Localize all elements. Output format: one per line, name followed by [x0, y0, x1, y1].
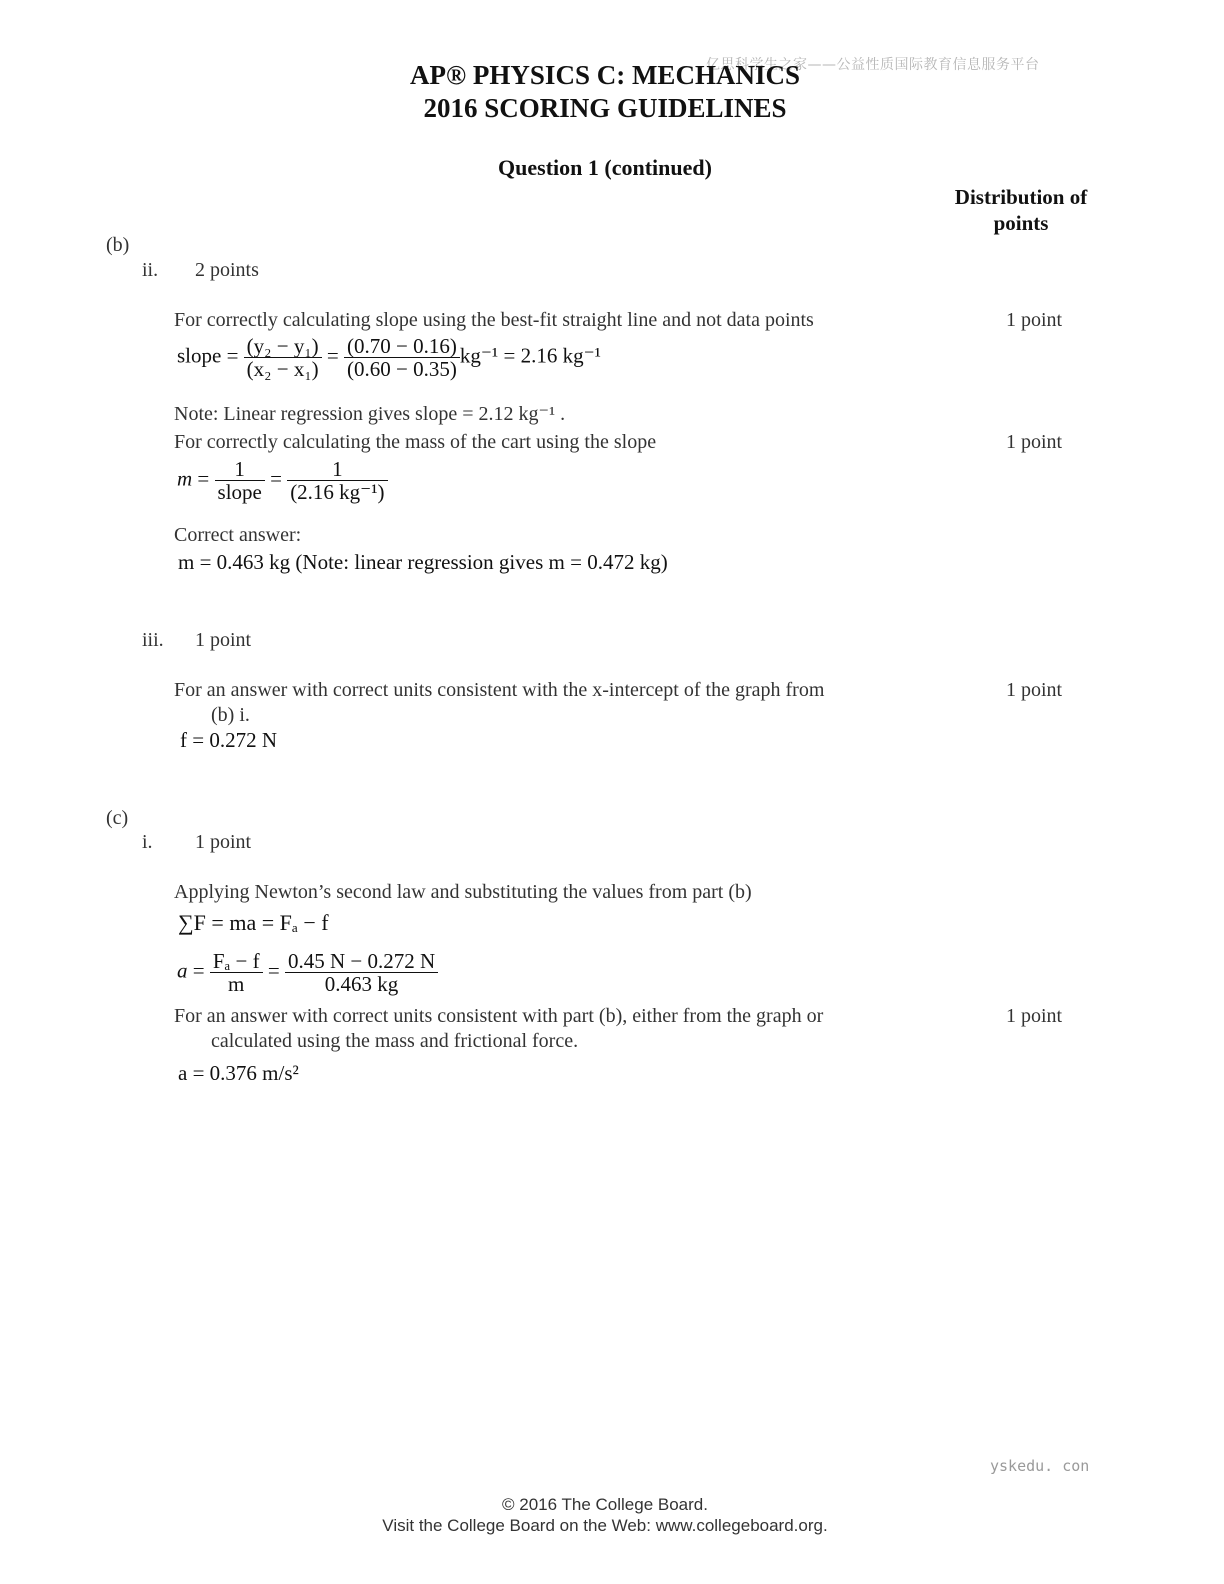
watermark-url: yskedu. con — [990, 1457, 1090, 1475]
friction-answer: f = 0.272 N — [180, 728, 278, 752]
part-b-iii-numeral: iii. — [142, 629, 164, 651]
accel-frac1-denominator: m — [228, 972, 245, 996]
criterion-friction-line1: For an answer with correct units consistent with the x-intercept of the graph from — [174, 679, 825, 701]
mass-fraction-numeric — [287, 458, 387, 503]
slope-equation: slope = $\frac{\text{(y₂ − y₁)}}{\text{(x₂ − x₁)}}$ = $\frac{(0.70 - 0.16)}{(0.60 - 0.35)}$ kg⁻¹ = 2.16 kg⁻¹ — [177, 334, 601, 381]
criterion-friction-points: 1 point — [1006, 679, 1063, 701]
slope-frac2-numerator: (0.70 − 0.16) — [344, 335, 460, 358]
mass-frac1-denominator: slope — [217, 480, 262, 504]
mass-equation: m = $\frac{1}{\text{slope}}$ = $\frac{1}{\text{(2.16 kg⁻¹)}}$ — [177, 458, 388, 503]
slope-frac1-numerator: (y₂ − y₁) — [244, 335, 322, 358]
slope-fraction-numeric — [344, 335, 460, 380]
newton-intro: Applying Newton’s second law and substituting the values from part (b) — [174, 881, 752, 903]
accel-frac2-denominator: 0.463 kg — [324, 972, 399, 996]
slope-frac2-denominator: (0.60 − 0.35) — [347, 357, 457, 381]
accel-frac2-numerator: 0.45 N − 0.272 N — [285, 950, 438, 973]
mass-frac2-numerator: 1 — [287, 458, 387, 481]
question-title: Question 1 (continued) — [498, 155, 712, 180]
footer-website: Visit the College Board on the Web: www.collegeboard.org. — [382, 1516, 828, 1535]
mass-fraction-symbolic — [215, 458, 265, 503]
criterion-slope-points: 1 point — [1006, 309, 1063, 331]
criterion-slope: For correctly calculating slope using the best-fit straight line and not data points — [174, 309, 814, 331]
accel-frac1-numerator: Fₐ − f — [210, 950, 263, 973]
newton-equation: ∑F = ma = Fₐ − f — [178, 910, 329, 935]
slope-result: = 2.16 kg⁻¹ — [503, 343, 601, 368]
accel-fraction-numeric — [285, 950, 438, 995]
criterion-friction-line2: (b) i. — [211, 704, 250, 726]
part-c-i-numeral: i. — [142, 831, 153, 853]
acceleration-answer: a = 0.376 m/s² — [178, 1061, 299, 1085]
distribution-header: Distribution of points — [954, 185, 1088, 235]
mass-answer: m = 0.463 kg (Note: linear regression gives m = 0.472 kg) — [178, 550, 668, 574]
note-linear-regression: Note: Linear regression gives slope = 2.12 kg⁻¹ . — [174, 403, 566, 425]
acceleration-equation: a = $\frac{\text{Fₐ − f}}{m}$ = $\frac{0.45 N - 0.272 N}{0.463 kg}$ — [177, 950, 438, 995]
doc-title-line1: AP® PHYSICS C: MECHANICS — [410, 60, 800, 90]
criterion-acceleration-line1: For an answer with correct units consistent with part (b), either from the graph or — [174, 1005, 824, 1027]
criterion-acceleration-points: 1 point — [1006, 1005, 1063, 1027]
watermark-text: 亿思科学生之家——公益性质国际教育信息服务平台 — [706, 57, 1040, 73]
slope-lhs: slope — [177, 343, 222, 368]
mass-frac2-denominator: (2.16 kg⁻¹) — [290, 480, 385, 504]
part-c-i-points: 1 point — [195, 831, 252, 853]
mass-lhs: m — [177, 466, 193, 491]
part-b-label: (b) — [106, 234, 130, 256]
correct-answer-label: Correct answer: — [174, 524, 302, 546]
accel-fraction-symbolic — [210, 950, 263, 995]
criterion-mass-points: 1 point — [1006, 431, 1063, 453]
footer-copyright: © 2016 The College Board. — [502, 1495, 708, 1514]
part-b-ii-numeral: ii. — [142, 259, 159, 281]
slope-frac1-denominator: (x₂ − x₁) — [246, 357, 319, 381]
criterion-mass: For correctly calculating the mass of the cart using the slope — [174, 431, 657, 453]
part-c-label: (c) — [106, 807, 129, 829]
mass-frac1-numerator: 1 — [215, 458, 265, 481]
slope-unit: kg⁻¹ — [459, 343, 499, 368]
part-b-ii-points: 2 points — [195, 259, 259, 281]
part-b-iii-points: 1 point — [195, 629, 252, 651]
criterion-acceleration-line2: calculated using the mass and frictional force. — [211, 1030, 579, 1052]
doc-title-line2: 2016 SCORING GUIDELINES — [423, 93, 787, 123]
slope-fraction-symbolic — [244, 335, 322, 380]
acceleration-lhs: a — [177, 958, 188, 983]
